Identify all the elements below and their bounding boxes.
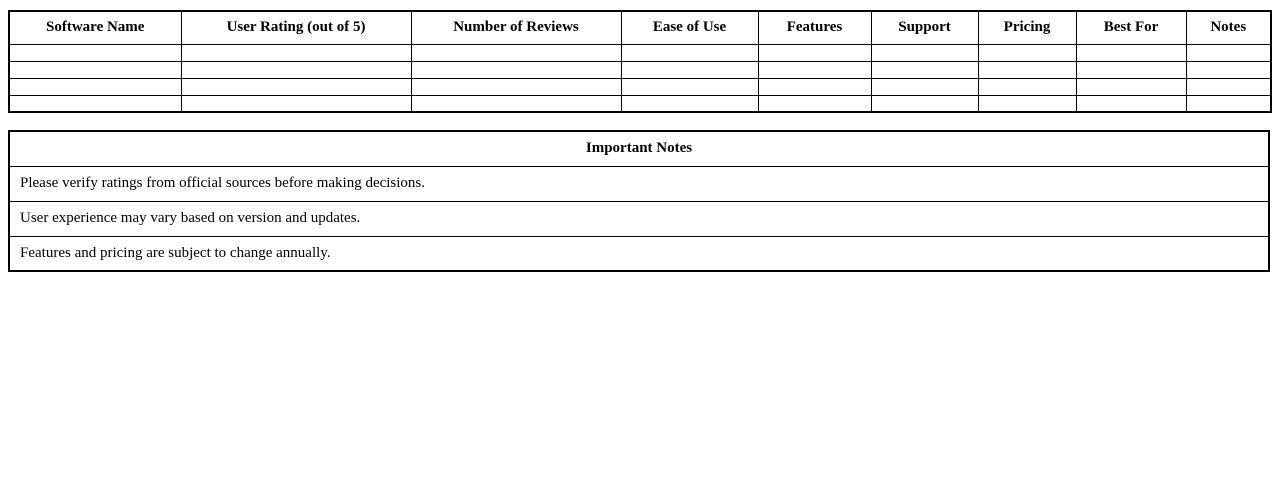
empty-cell <box>758 78 871 95</box>
software-comparison-table <box>8 10 1272 113</box>
comparison-empty-row <box>9 78 1271 95</box>
note-row <box>9 166 1269 201</box>
note-text: User experience may vary based on version and updates. <box>9 201 1269 236</box>
header-number-of-reviews: Number of Reviews <box>411 11 621 44</box>
empty-cell <box>411 95 621 112</box>
empty-cell <box>181 61 411 78</box>
empty-cell <box>9 78 181 95</box>
empty-cell <box>978 61 1076 78</box>
note-text: Features and pricing are subject to change annually. <box>9 236 1269 271</box>
empty-cell <box>1186 95 1271 112</box>
empty-cell <box>621 44 758 61</box>
empty-cell <box>871 44 978 61</box>
note-row <box>9 236 1269 271</box>
empty-cell <box>1186 78 1271 95</box>
empty-cell <box>871 61 978 78</box>
empty-cell <box>1076 44 1186 61</box>
empty-cell <box>411 61 621 78</box>
empty-cell <box>9 44 181 61</box>
empty-cell <box>621 61 758 78</box>
note-text: Please verify ratings from official sources before making decisions. <box>9 166 1269 201</box>
header-user-rating: User Rating (out of 5) <box>181 11 411 44</box>
header-ease-of-use: Ease of Use <box>621 11 758 44</box>
comparison-empty-row <box>9 44 1271 61</box>
empty-cell <box>411 78 621 95</box>
empty-cell <box>978 78 1076 95</box>
note-row <box>9 201 1269 236</box>
empty-cell <box>758 61 871 78</box>
empty-cell <box>871 95 978 112</box>
comparison-table-body <box>9 44 1271 112</box>
comparison-header-row <box>9 11 1271 44</box>
header-notes: Notes <box>1186 11 1271 44</box>
important-notes-table <box>8 130 1270 272</box>
header-software-name: Software Name <box>9 11 181 44</box>
empty-cell <box>1076 95 1186 112</box>
header-support: Support <box>871 11 978 44</box>
empty-cell <box>621 95 758 112</box>
comparison-empty-row <box>9 95 1271 112</box>
empty-cell <box>758 44 871 61</box>
empty-cell <box>9 95 181 112</box>
empty-cell <box>1076 61 1186 78</box>
empty-cell <box>411 44 621 61</box>
empty-cell <box>9 61 181 78</box>
header-best-for: Best For <box>1076 11 1186 44</box>
header-features: Features <box>758 11 871 44</box>
comparison-empty-row <box>9 61 1271 78</box>
header-pricing: Pricing <box>978 11 1076 44</box>
notes-header-row <box>9 131 1269 166</box>
empty-cell <box>181 95 411 112</box>
empty-cell <box>1186 44 1271 61</box>
empty-cell <box>978 95 1076 112</box>
empty-cell <box>758 95 871 112</box>
empty-cell <box>978 44 1076 61</box>
notes-table-title: Important Notes <box>9 131 1269 166</box>
empty-cell <box>1186 61 1271 78</box>
empty-cell <box>181 78 411 95</box>
empty-cell <box>621 78 758 95</box>
empty-cell <box>1076 78 1186 95</box>
empty-cell <box>871 78 978 95</box>
empty-cell <box>181 44 411 61</box>
